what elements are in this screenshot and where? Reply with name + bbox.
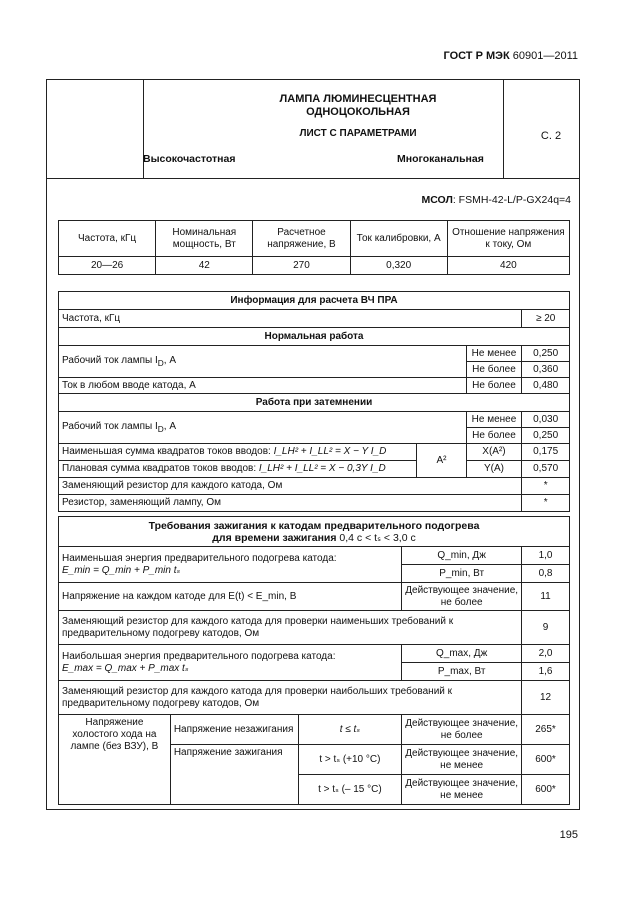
idle-value-3: 600*	[522, 775, 570, 805]
p-max-value: 1,6	[522, 663, 570, 681]
idle-voltage-label: Напряжение холостого хода на лампе (без ВЗУ), В	[59, 715, 171, 805]
params-header: Ток калибровки, А	[350, 221, 447, 257]
lamp-type-right: Многоканальная	[397, 153, 484, 165]
resistor-cathode-value: *	[522, 478, 570, 495]
cathode-max-value: 0,480	[522, 378, 570, 394]
parameter-sheet	[46, 79, 580, 810]
effective-not-less: Действующее значение, не менее	[402, 775, 522, 805]
unit-a2: А²	[417, 444, 466, 478]
effective-not-less: Действующее значение, не менее	[402, 745, 522, 775]
not-less-label: Не менее	[466, 346, 522, 362]
ignition-v-label: Напряжение зажигания	[170, 745, 298, 805]
work-current-label: Рабочий ток лампы $I_D$, А	[59, 346, 467, 378]
resistor-max-value: 12	[522, 681, 570, 715]
idle-value-1: 265*	[522, 715, 570, 745]
dim-title: Работа при затемнении	[59, 394, 570, 412]
ignition-table	[58, 516, 570, 805]
x-label: X(А²)	[466, 444, 522, 461]
lamp-type-left: Высокочастотная	[143, 153, 236, 165]
not-more-label: Не более	[466, 378, 522, 394]
params-value: 420	[447, 257, 569, 275]
standard-number: ГОСТ Р МЭК 60901—2011	[443, 50, 578, 62]
y-label: Y(А)	[466, 461, 522, 478]
dim-max-value: 0,250	[522, 428, 570, 444]
q-min-label: Q_min, Дж	[402, 547, 522, 565]
x-value: 0,175	[522, 444, 570, 461]
p-max-label: P_max, Вт	[402, 663, 522, 681]
params-value: 42	[156, 257, 253, 275]
page-number: 195	[559, 829, 578, 841]
dim-current-label: Рабочий ток лампы $I_D$, А	[59, 412, 467, 444]
params-header: Номинальная мощность, Вт	[156, 221, 253, 257]
normal-min-value: 0,250	[522, 346, 570, 362]
min-energy-label: Наименьшая энергия предварительного подогрева катода: E_min = Q_min + P_min tₛ	[59, 547, 402, 583]
normal-max-value: 0,360	[522, 362, 570, 378]
plan-sum-label: Плановая сумма квадратов токов вводов: I_LH² + I_LL² = X − 0,3Y I_D	[59, 461, 417, 478]
cathode-current-label: Ток в любом вводе катода, А	[59, 378, 467, 394]
cond-3: t > tₛ (– 15 °С)	[298, 775, 402, 805]
params-header: Частота, кГц	[59, 221, 156, 257]
not-more-label: Не более	[466, 362, 522, 378]
params-value: 20—26	[59, 257, 156, 275]
q-max-value: 2,0	[522, 645, 570, 663]
dim-min-value: 0,030	[522, 412, 570, 428]
sheet-subtitle: ЛИСТ С ПАРАМЕТРАМИ	[299, 128, 417, 139]
freq-value: ≥ 20	[522, 310, 570, 328]
no-ignition-label: Напряжение незажигания	[170, 715, 298, 745]
resistor-min-value: 9	[522, 611, 570, 645]
resistor-min-label: Заменяющий резистор для каждого катода для проверки наименьших требований к предварительному подогреву катодов, Ом	[59, 611, 522, 645]
resistor-cathode-label: Заменяющий резистор для каждого катода, Ом	[59, 478, 522, 495]
resistor-lamp-value: *	[522, 495, 570, 512]
q-min-value: 1,0	[522, 547, 570, 565]
params-header: Отношение напряжения к току, Ом	[447, 221, 569, 257]
params-value: 270	[253, 257, 350, 275]
freq-label: Частота, кГц	[59, 310, 522, 328]
params-value: 0,320	[350, 257, 447, 275]
cond-1: t ≤ tₛ	[298, 715, 402, 745]
q-max-label: Q_max, Дж	[402, 645, 522, 663]
ignition-title: Требования зажигания к катодам предварительного подогрева для времени зажигания 0,4 с < tₛ < 3,0 с	[59, 517, 570, 547]
effective-not-more: Действующее значение, не более	[402, 715, 522, 745]
not-more-label: Не более	[466, 428, 522, 444]
voltage-cathode-label: Напряжение на каждом катоде для E(t) < E_min, В	[59, 583, 402, 611]
idle-value-2: 600*	[522, 745, 570, 775]
cond-2: t > tₛ (+10 °С)	[298, 745, 402, 775]
min-sum-label: Наименьшая сумма квадратов токов вводов: I_LH² + I_LL² = X − Y I_D	[59, 444, 417, 461]
p-min-label: P_min, Вт	[402, 565, 522, 583]
msol-code: МСОЛ: FSMH-42-L/P-GX24q=4	[421, 194, 571, 206]
sheet-page-ref: С. 2	[540, 130, 562, 142]
calc-title: Информация для расчета ВЧ ПРА	[59, 292, 570, 310]
resistor-lamp-label: Резистор, заменяющий лампу, Ом	[59, 495, 522, 512]
max-energy-label: Наибольшая энергия предварительного подогрева катода: E_max = Q_max + P_max tₛ	[59, 645, 402, 681]
resistor-max-label: Заменяющий резистор для каждого катода для проверки наибольших требований к предварительному подогреву катодов, Ом	[59, 681, 522, 715]
y-value: 0,570	[522, 461, 570, 478]
params-table	[58, 220, 570, 275]
params-header: Расчетное напряжение, В	[253, 221, 350, 257]
voltage-cathode-value: 11	[522, 583, 570, 611]
p-min-value: 0,8	[522, 565, 570, 583]
sheet-title: ЛАМПА ЛЮМИНЕСЦЕНТНАЯ ОДНОЦОКОЛЬНАЯ	[279, 93, 437, 118]
normal-title: Нормальная работа	[59, 328, 570, 346]
not-less-label: Не менее	[466, 412, 522, 428]
effective-not-more: Действующее значение, не более	[402, 583, 522, 611]
calc-info-table	[58, 291, 570, 512]
